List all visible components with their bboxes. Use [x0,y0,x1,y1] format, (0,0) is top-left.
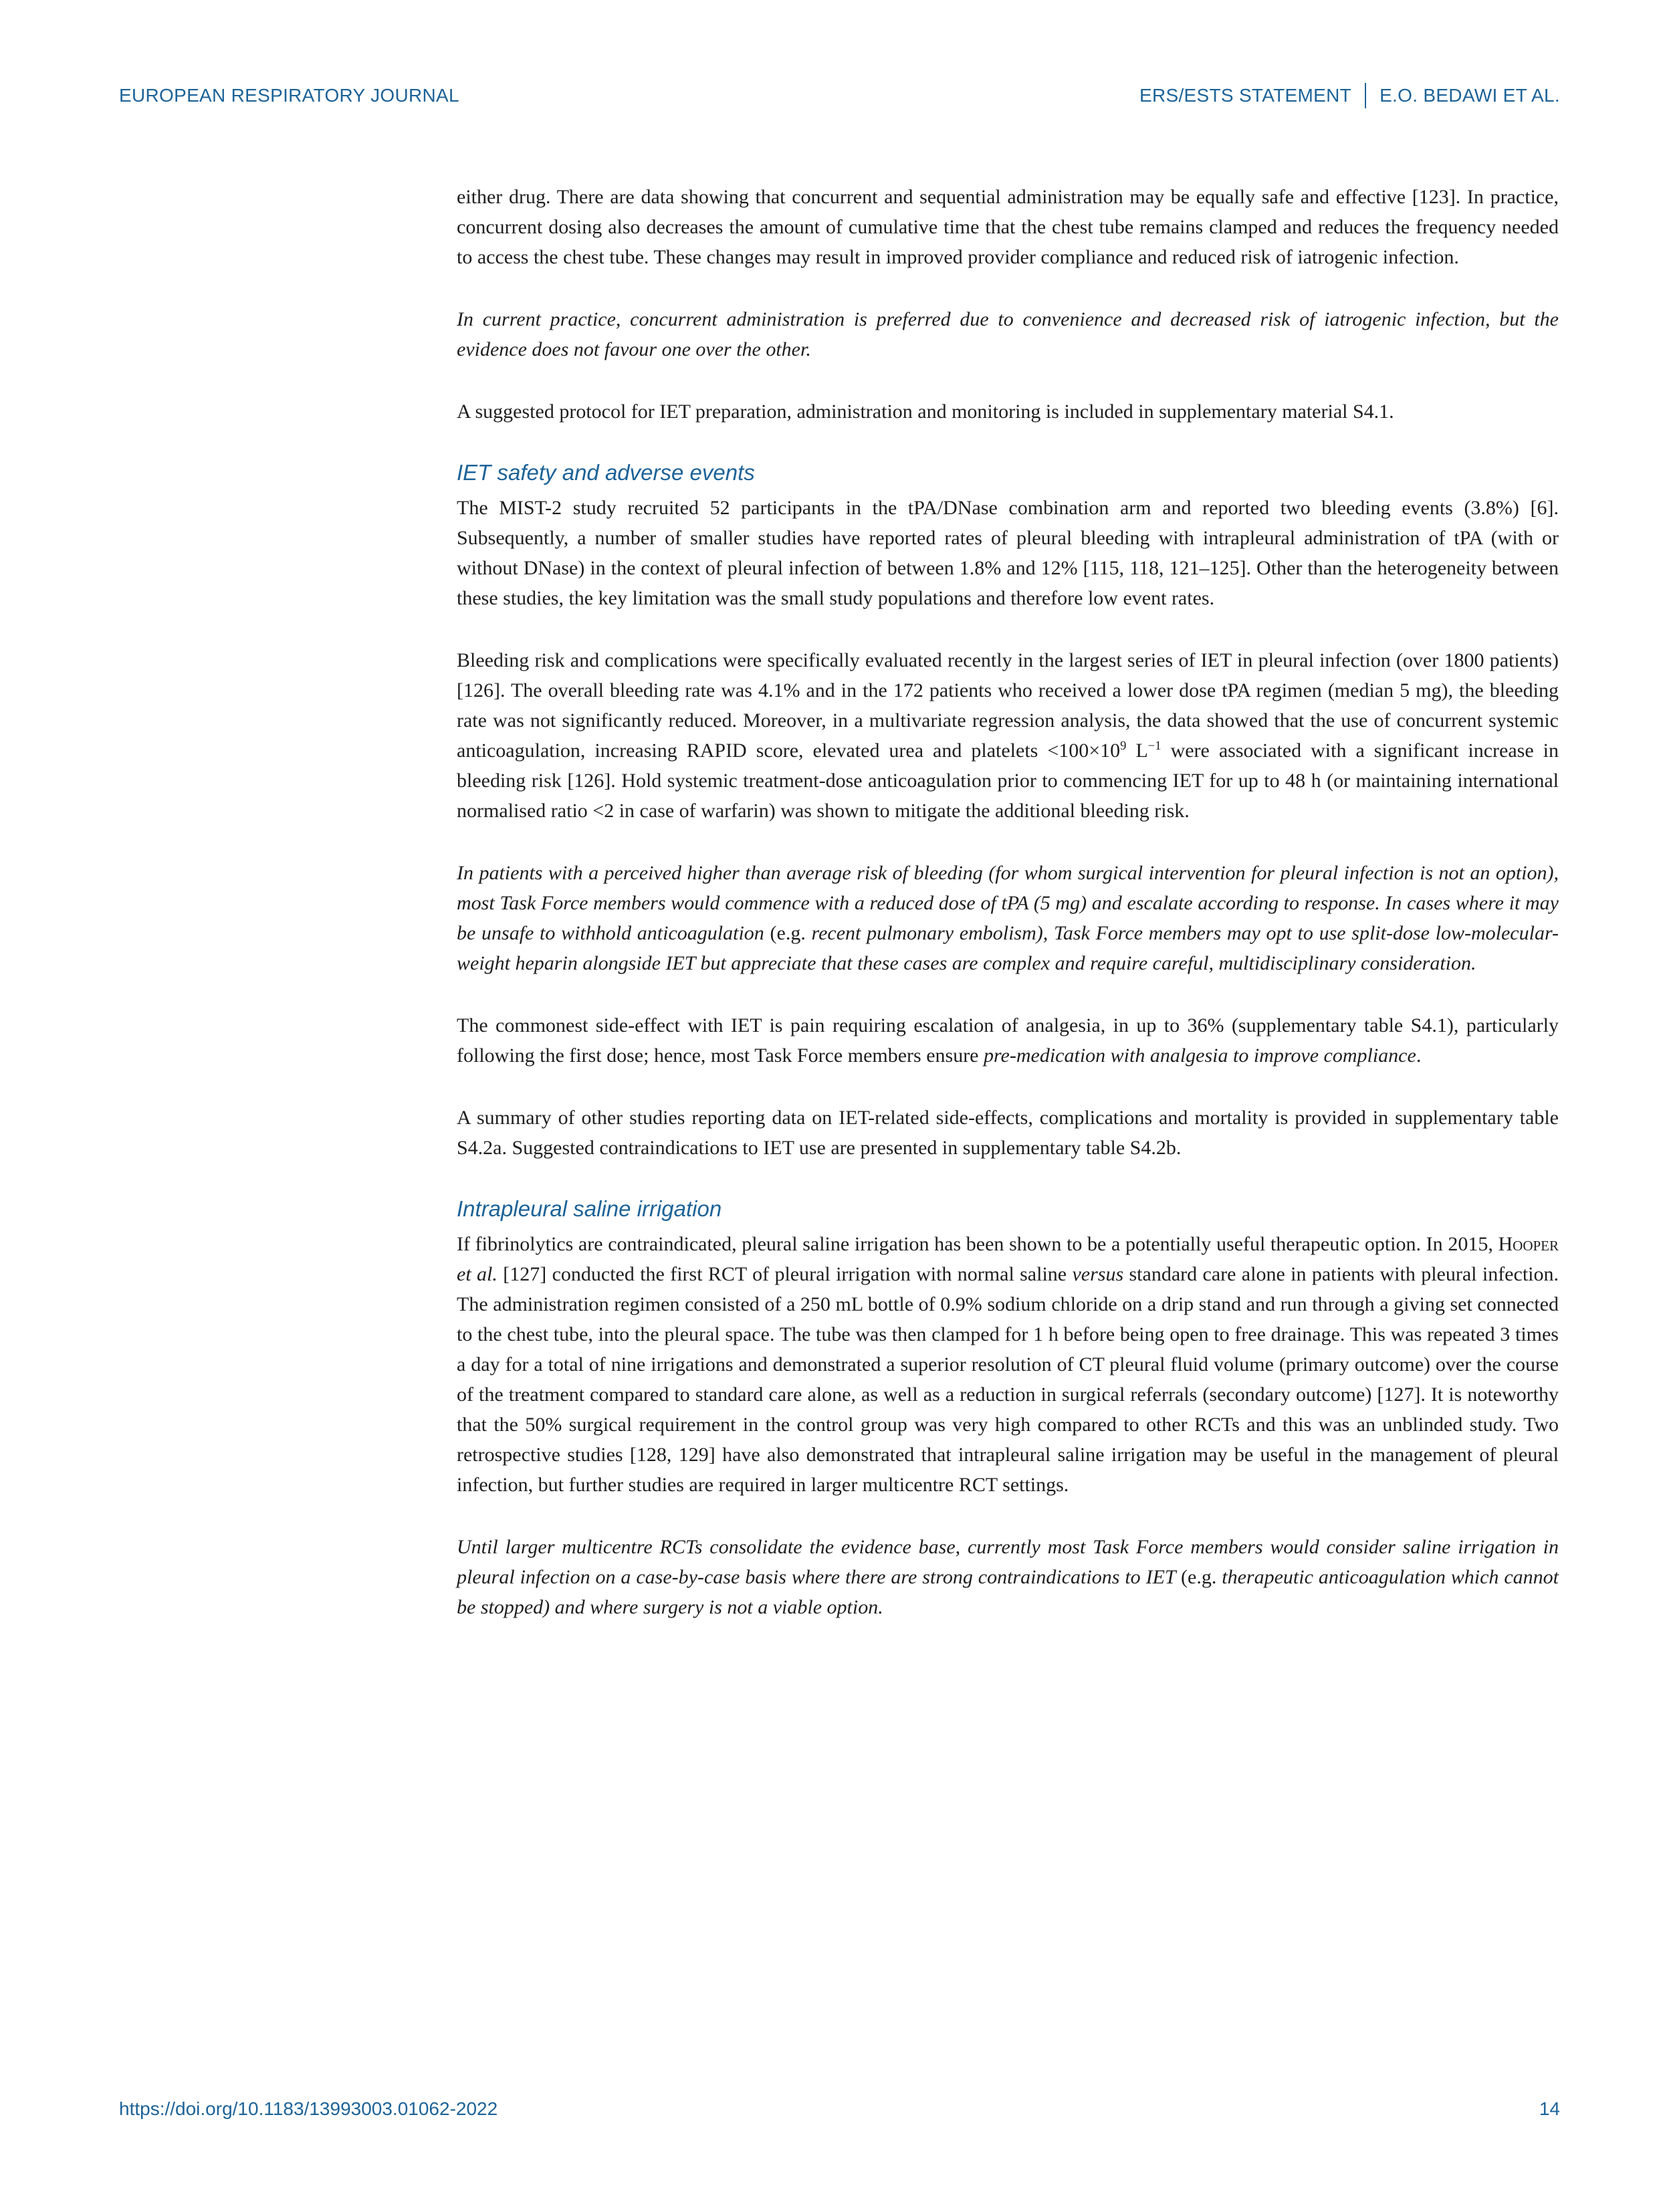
statement-paragraph [457,858,1559,978]
text-run: L [1126,740,1148,762]
header-divider [1365,83,1366,108]
paragraph [457,182,1559,272]
paragraph [457,397,1559,427]
text-run: −1 [1147,739,1162,753]
page-footer [119,2098,1560,2120]
text-run: The MIST-2 study recruited 52 participants in the tPA/DNase combination arm and reported two bleeding events (3.8%) [6]. Subsequently, a number of smaller studies have reported rates of pleural bleeding with intrapleural administration of tPA (with or without DNase) in the context of pleural infection of between 1.8% and 12% [115, 118, 121–125]. Other than the heterogeneity between these studies, the key limitation was the small study populations and therefore low event rates. [457,497,1559,609]
text-run: Bleeding risk and complications were specifically evaluated recently in the largest series of IET in pleural infection (over 1800 patients) [126]. The overall bleeding rate was 4.1% and in the 172 patients who received a lower dose tPA regimen (median 5 mg), the bleeding rate was not significantly reduced. Moreover, in a multivariate regression analysis, the data showed that the use of concurrent systemic anticoagulation, increasing RAPID score, elevated urea and platelets <100×10 [457,649,1559,762]
statement-paragraph [457,304,1559,364]
section-heading: IET safety and adverse events [457,460,755,485]
article-body [457,182,1559,1654]
text-run: [127] conducted the first RCT of pleural irrigation with normal saline [497,1263,1073,1285]
running-head-authors: E.O. BEDAWI ET AL. [1379,85,1560,106]
text-run: Hooper [1498,1233,1559,1255]
text-run: (e.g. [770,922,806,944]
running-head [1139,83,1560,108]
text-run: were associated with a significant increase in bleeding risk [126]. Hold systemic treatment-dose anticoagulation prior to commencing IET for up to 48 h (or maintaining international normalised ratio <2 in case of warfarin) was shown to mitigate the additional bleeding risk. [457,740,1559,822]
text-run: If fibrinolytics are contraindicated, pleural saline irrigation has been shown to be a potentially useful therapeutic option. In 2015, [457,1233,1499,1255]
text-run: In patients with a perceived higher than average risk of bleeding (for whom surgical intervention for pleural infection is not an option), most Task Force members would commence with a reduced dose of tPA (5 mg) and escalate according to response. In cases where it may be unsafe to withhold anticoagulation [457,862,1559,944]
text-run: (e.g. [1181,1566,1217,1588]
paragraph [457,645,1559,826]
text-run: standard care alone in patients with pleural infection. The administration regimen consisted of a 250 mL bottle of 0.9% sodium chloride on a drip stand and run through a giving set connected to the chest tube, into the pleural space. The tube was then clamped for 1 h before being open to free drainage. This was repeated 3 times a day for a total of nine irrigations and demonstrated a superior resolution of CT pleural fluid volume (primary outcome) over the course of the treatment compared to standard care alone, as well as a reduction in surgical referrals (secondary outcome) [127]. It is noteworthy that the 50% surgical requirement in the control group was very high compared to other RCTs and this was an unblinded study. Two retrospective studies [128, 129] have also demonstrated that intrapleural saline irrigation may be useful in the management of pleural infection, but further studies are required in larger multicentre RCT settings. [457,1263,1559,1496]
doi-link[interactable]: https://doi.org/10.1183/13993003.01062-2022 [119,2098,498,2119]
journal-name: EUROPEAN RESPIRATORY JOURNAL [119,85,459,106]
text-run: Until larger multicentre RCTs consolidate the evidence base, currently most Task Force members would consider saline irrigation in pleural infection on a case-by-case basis where there are strong contraindications to IET [457,1536,1559,1588]
text-run: pre-medication with analgesia to improve compliance [984,1044,1416,1067]
paragraph [457,1229,1559,1500]
section-heading: Intrapleural saline irrigation [457,1196,722,1221]
text-run: In current practice, concurrent administration is preferred due to convenience and decreased risk of iatrogenic infection, but the evidence does not favour one over the other. [457,308,1559,360]
paragraph [457,1103,1559,1163]
text-run: recent pulmonary embolism), Task Force members may opt to use split-dose low-molecular-weight heparin alongside IET but appreciate that these cases are complex and require careful, multidisciplinary consideration. [457,922,1559,974]
text-run: A summary of other studies reporting data on IET-related side-effects, complications and mortality is provided in supplementary table S4.2a. Suggested contraindications to IET use are presented in supplementary table S4.2b. [457,1107,1559,1159]
text-run: A suggested protocol for IET preparation, administration and monitoring is included in supplementary material S4.1. [457,401,1394,423]
page-number: 14 [1539,2098,1560,2119]
text-run: . [1416,1044,1422,1067]
text-run: either drug. There are data showing that concurrent and sequential administration may be equally safe and effective [123]. In practice, concurrent dosing also decreases the amount of cumulative time that the chest tube remains clamped and reduces the frequency needed to access the chest tube. These changes may result in improved provider compliance and reduced risk of iatrogenic infection. [457,186,1559,268]
text-run: therapeutic anticoagulation which cannot be stopped) and where surgery is not a viable option. [457,1566,1559,1618]
text-run: 9 [1120,739,1127,753]
text-run: The commonest side-effect with IET is pain requiring escalation of analgesia, in up to 36% (supplementary table S4.1), particularly following the first dose; hence, most Task Force members ensure [457,1014,1559,1067]
statement-paragraph [457,1532,1559,1622]
paragraph [457,1010,1559,1071]
page-header [119,83,1560,108]
statement-type: ERS/ESTS STATEMENT [1139,85,1352,106]
text-run: et al. [457,1263,497,1285]
paragraph [457,493,1559,613]
text-run: versus [1072,1263,1124,1285]
